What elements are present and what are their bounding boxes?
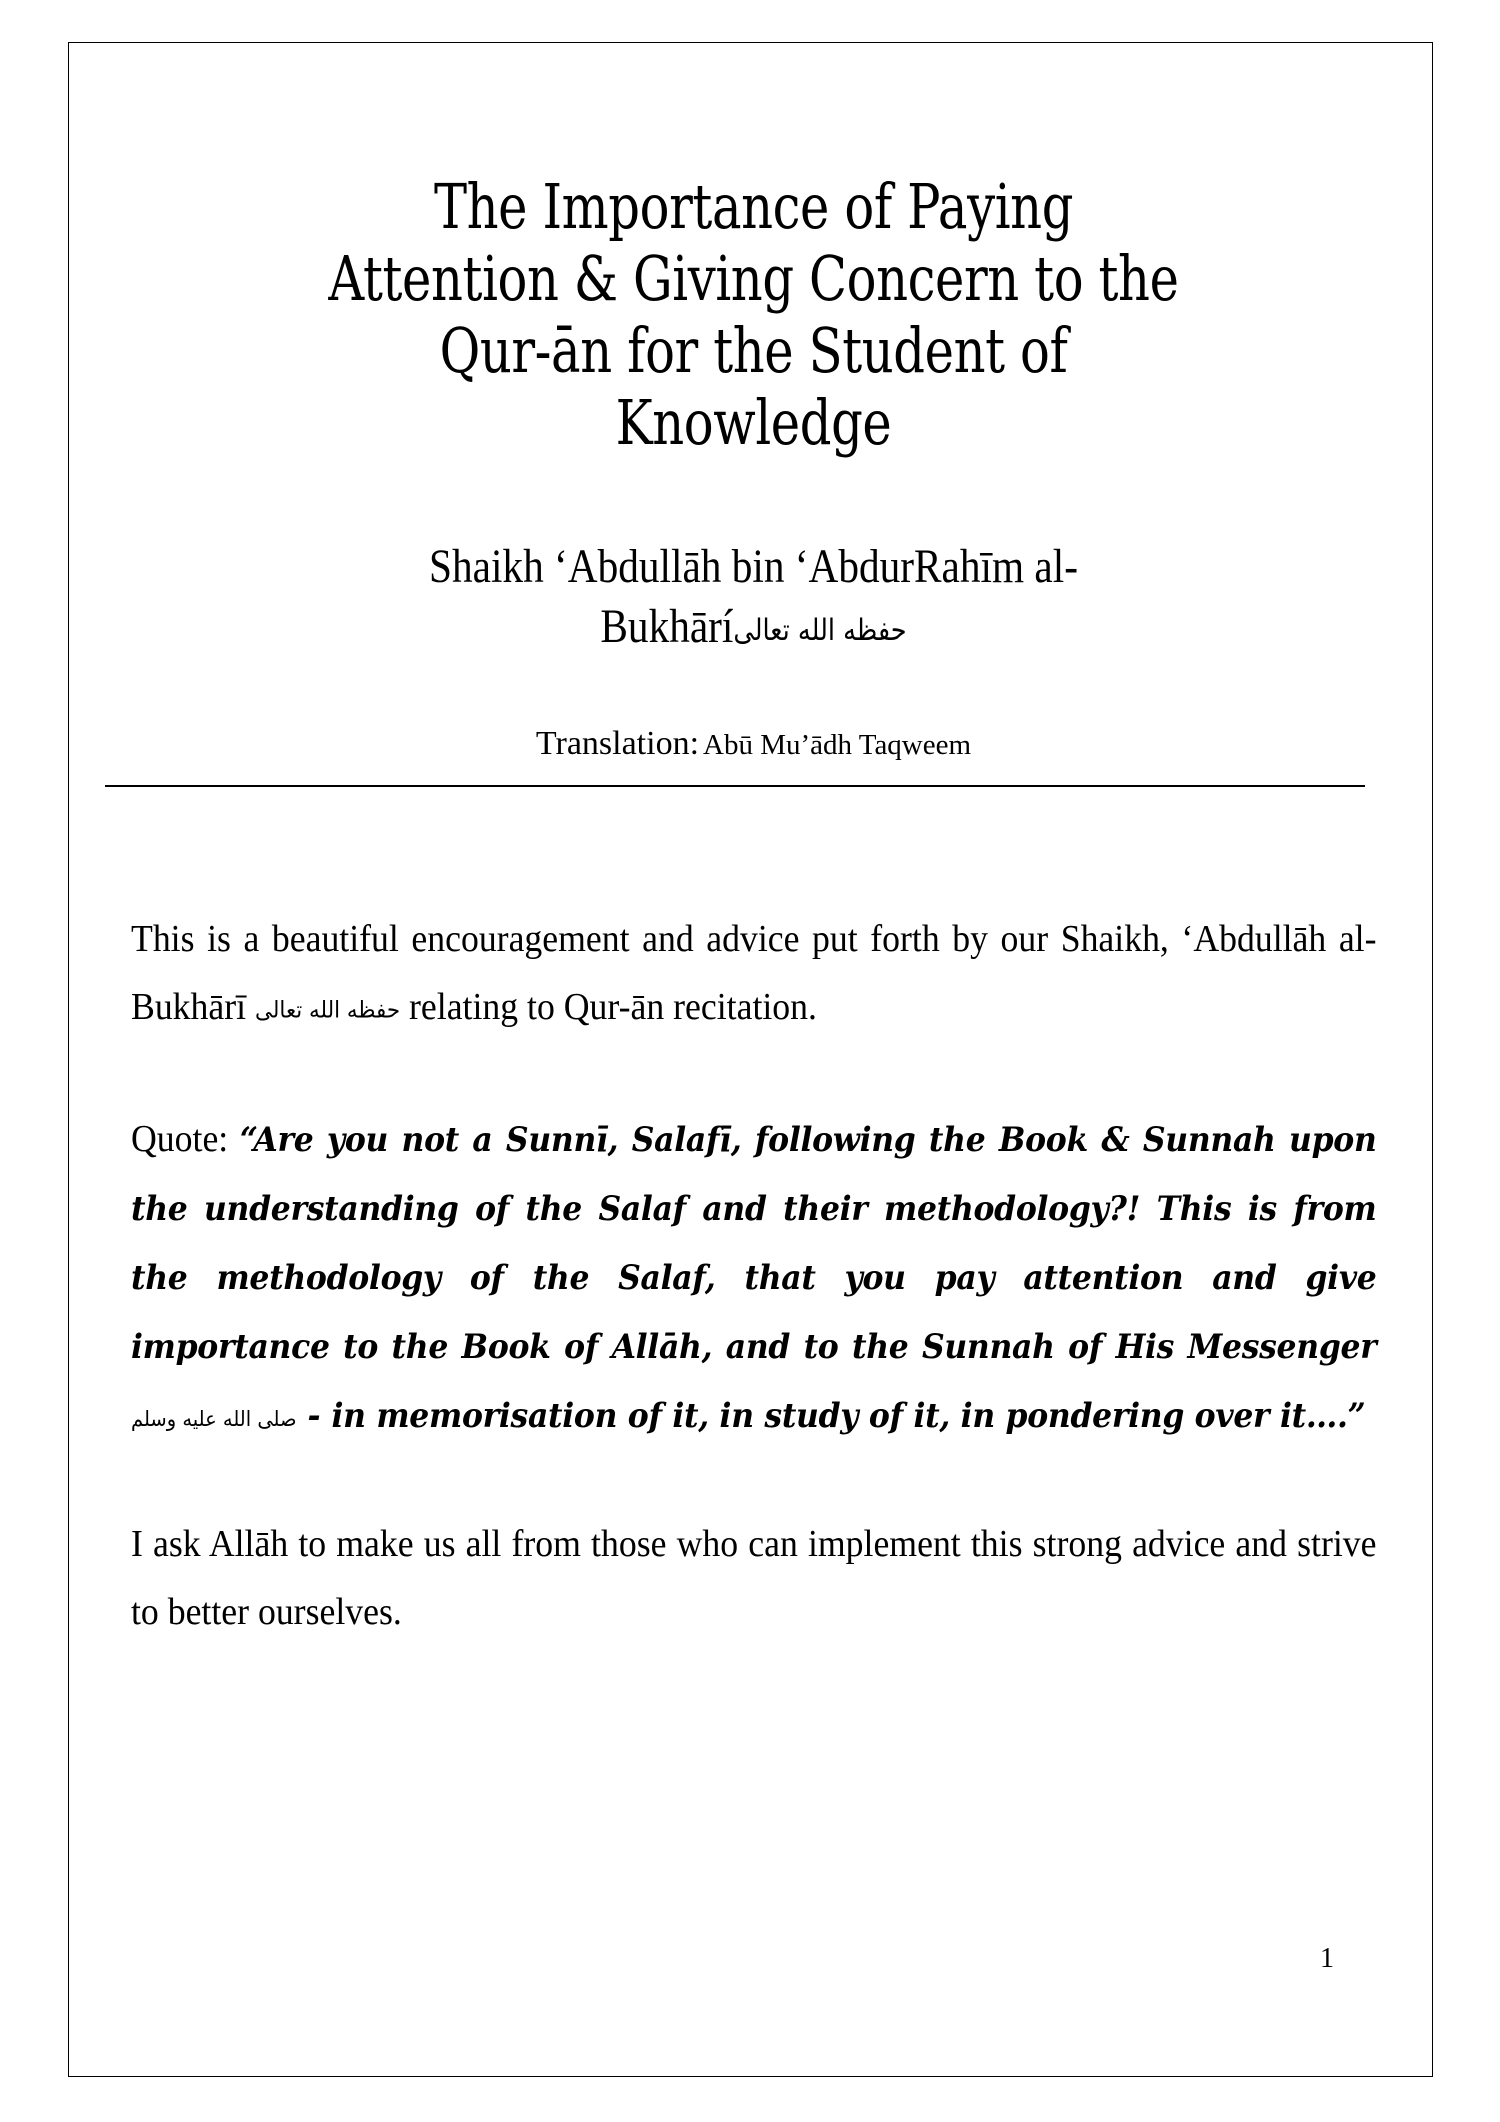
- quote-text-1: “Are you not a Sunnī, Salafī, following the Book & Sunnah upon the understanding of the Salaf and their methodology?! This is from the methodology of the Salaf, that you pay attention and give importance to the Book of Allāh, and to the Sunnah of His Messenger: [131, 1119, 1377, 1366]
- paragraph-intro-text-2: relating to Qur-ān recitation.: [400, 985, 817, 1028]
- page-border: [68, 42, 1433, 2077]
- translator-credit: [131, 725, 1376, 763]
- author-byline: [131, 537, 1376, 661]
- title-line-4: Knowledge: [615, 385, 892, 459]
- body-content: [131, 905, 1376, 1646]
- author-line-2: [218, 597, 1289, 661]
- paragraph-intro-arabic: حفظه الله تعالى: [255, 997, 401, 1024]
- translator-label: Translation:: [535, 724, 700, 762]
- quote-body: [131, 1117, 1377, 1435]
- paragraph-intro-text-1: This is a beautiful encouragement and advice put forth by our Shaikh, ‘Abdullāh al-Bukhārī: [131, 917, 1377, 1028]
- author-line-1: Shaikh ‘Abdullāh bin ‘AbdurRahīm al-: [429, 539, 1078, 593]
- translator-name: Abū Mu’ādh Taqweem: [703, 728, 972, 761]
- title-line-1: The Importance of Paying: [433, 170, 1074, 243]
- title-line-2: Attention & Giving Concern to the: [328, 241, 1179, 315]
- title-line-3: Qur-ān for the Student of: [439, 313, 1068, 387]
- paragraph-quote: [131, 1105, 1377, 1453]
- page-number: 1: [1320, 1943, 1334, 1974]
- document-title: [131, 171, 1376, 459]
- paragraph-closing: I ask Allāh to make us all from those who can implement this strong advice and strive to better ourselves.: [131, 1523, 1377, 1634]
- page-content: [131, 53, 1376, 2063]
- honorific-arabic: حفظه الله تعالى: [733, 612, 907, 648]
- header-divider: [105, 785, 1365, 787]
- quote-text-2: - in memorisation of it, in study of it, in pondering over it….”: [296, 1395, 1366, 1435]
- quote-arabic: صلى الله عليه وسلم: [131, 1406, 297, 1431]
- author-name: Bukhārí: [600, 599, 734, 653]
- paragraph-intro: [131, 905, 1377, 1045]
- quote-label: Quote:: [131, 1117, 240, 1160]
